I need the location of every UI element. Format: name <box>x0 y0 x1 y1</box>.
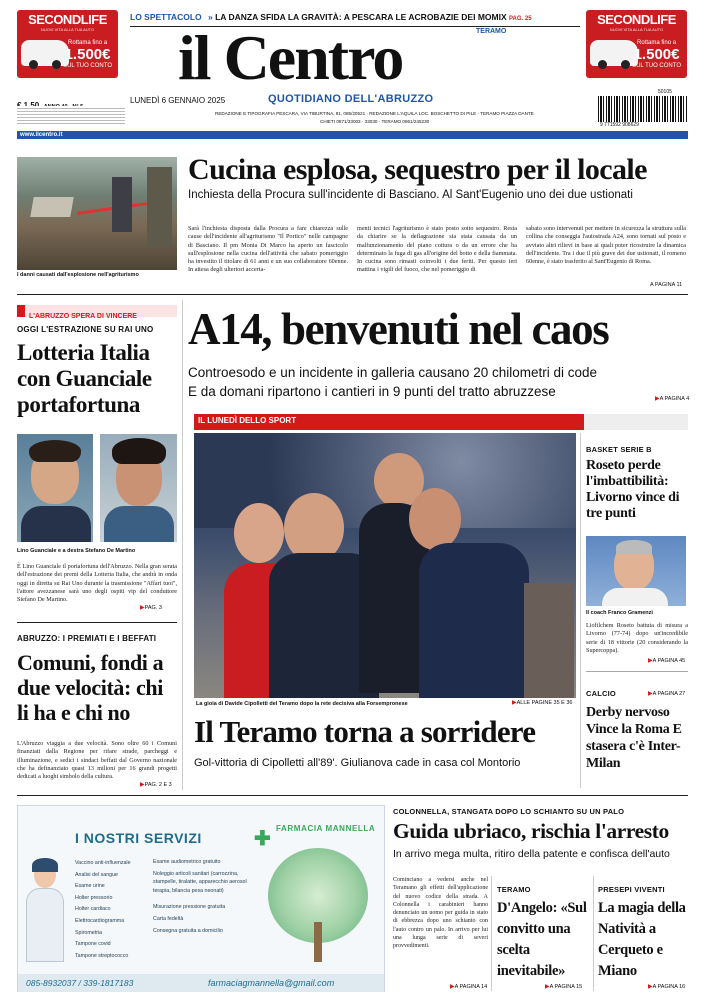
car-icon <box>21 40 69 66</box>
service-item: Spirometria <box>75 929 103 936</box>
ad-farmacia[interactable] <box>17 805 385 992</box>
headline-comuni[interactable]: Comuni, fondi a due velocità: chi li ha e chi no <box>17 650 164 725</box>
sport-bar: IL LUNEDÌ DELLO SPORT <box>194 414 584 430</box>
page-a14: ▶A PAGINA 4 <box>655 396 690 402</box>
page-cucina: A PAGINA 11 <box>650 282 683 288</box>
service-item: Carta fedeltà <box>153 916 184 923</box>
photo-guanciale <box>17 434 93 542</box>
kicker-comuni: ABRUZZO: I PREMIATI E I BEFFATI <box>17 634 157 643</box>
photo-agriturismo <box>17 157 177 270</box>
sub-a14-2: E da domani ripartono i cantieri in 9 punti del tratto abruzzese <box>188 384 556 399</box>
ad-farmacia-logo <box>248 812 383 967</box>
ad-sub: NUOVI VITA ALLA TUA AUTO <box>40 27 95 32</box>
service-item: Misurazione pressione gratuita <box>153 903 226 910</box>
body-cucina-1: Sarà l'inchiesta disposta dalla Procura a fare chiarezza sulle cause dell'incidente all'agriturismo "Il Portico" nelle campagne di Basciano. Il pm Monia Di Marco ha aperto un fascicolo sull'esplosione nella cucina dell'attività che sabato pomeriggio ha investito il titolare di 61 anni e un suo collaboratore 60enne. In attesa degli ulteriori accerta- <box>188 225 348 274</box>
headline-cucina[interactable]: Cucina esplosa, sequestro per il locale <box>188 153 647 186</box>
headline-basket[interactable]: Roseto perde l'imbattibilità: Livorno vince di tre punti <box>586 458 680 521</box>
teaser-arrow: » <box>208 12 213 22</box>
subhead-cucina: Inchiesta della Procura sull'incidente di Basciano. Al Sant'Eugenio uno dei due ustionati <box>188 189 633 201</box>
teaser-text: LA DANZA SFIDA LA GRAVITÀ: A PESCARA LE ACROBAZIE DEI MOMIX <box>215 12 507 22</box>
teaser-kicker: LO SPETTACOLO <box>130 12 202 22</box>
caption-sport: La gioia di Davide Cipolletti del Teramo dopo la rete decisiva alla Forsempronese <box>196 701 408 707</box>
headline-a14[interactable]: A14, benvenuti nel caos <box>188 304 609 354</box>
ad-promo: Rottama fino a 1.500€ SUL TUO CONTO <box>63 40 112 69</box>
ad-farmacia-title: I NOSTRI SERVIZI <box>75 830 202 846</box>
masthead-date: LUNEDÌ 6 GENNAIO 2025 <box>130 96 226 105</box>
photo-de-martino <box>100 434 177 542</box>
page-lotteria: ▶PAG. 3 <box>140 605 162 611</box>
page-basket: ▶A PAGINA 45 <box>648 658 686 664</box>
masthead-title[interactable]: il Centro <box>178 22 403 93</box>
kicker-lotteria: OGGI L'ESTRAZIONE SU RAI UNO <box>17 325 154 334</box>
teaser-page: PAG. 25 <box>509 16 532 22</box>
body-cucina-2: menti tecnici l'agriturismo è stato posto sotto sequestro. Resta da chiarire se la deflagrazione sia stata causata da un malfunzionamento del piano cottura o da un errore che ha determinato la fuga di gas all'origine del botto e della fiammata. In cucina sono rimasti coinvolti i due feriti. Per questo ieri mattina i vigili del fuoco, che nel pomeriggio di <box>357 225 517 274</box>
body-cucina-3: sabato sono intervenuti per mettere in sicurezza la struttura sulla collina che conseggia l'autostrada A24, sono tornati sul posto e avviato altri rilievi in base ai quali poter ricostruire la dinamica dell'incidente. Tra i due il più grave dei due ustionati, il romeno 60enne, è stato trasferito al Sant'Eugenio di Roma. <box>526 225 686 266</box>
ad-brand: SECONDLIFE <box>597 12 676 27</box>
page-comuni: ▶PAG. 2 E 3 <box>140 782 172 788</box>
ad-farmacia-phones[interactable]: 085-8932037 / 339-1817183 <box>26 978 134 988</box>
subhead-colonnella: In arrivo mega multa, ritiro della patente e confisca dell'auto <box>393 848 670 860</box>
car-icon <box>590 40 638 66</box>
kicker-dangelo: TERAMO <box>497 885 531 894</box>
page-colonnella: ▶A PAGINA 14 <box>450 984 488 990</box>
service-item: Elettrocardiogramma <box>75 917 125 924</box>
service-item: Holter cardiaco <box>75 906 111 913</box>
sub-a14-1: Controesodo e un incidente in galleria causano 20 chilometri di code <box>188 365 598 380</box>
body-lotteria: È Lino Guanciale il portafortuna dell'Abruzzo. Nella gran serata dell'estrazione dei premi della Lotteria Italia, che andrà in onda oggi in diretta su Rai Uno durante la trasmissione "Affari tuoi", l'attore avezzanese sarà uno degli ospiti vip del conduttore Stefano De Martino. <box>17 563 177 604</box>
pharmacist-illustration <box>24 862 64 966</box>
ad-secondlife-right[interactable] <box>586 10 687 78</box>
barcode <box>598 96 688 122</box>
kicker-box-lotteria: L'ABRUZZO SPERA DI VINCERE <box>17 305 177 317</box>
kicker-presepi: PRESEPI VIVENTI <box>598 885 665 894</box>
service-item: Analisi del sangue <box>75 871 118 878</box>
page-presepi: ▶A PAGINA 16 <box>648 984 686 990</box>
service-item: Vaccino anti-influenzale <box>75 860 131 866</box>
page-dangelo: ▶A PAGINA 15 <box>545 984 583 990</box>
website-bar <box>17 131 688 139</box>
ad-secondlife-left[interactable] <box>17 10 118 78</box>
barcode-digits: 9 771592 908629 <box>600 122 639 128</box>
subhead-sport: Gol-vittoria di Cipolletti all'89'. Giulianova cade in casa col Montorio <box>194 757 521 769</box>
service-item: Holter pressorio <box>75 894 113 901</box>
headline-sport[interactable]: Il Teramo torna a sorridere <box>194 714 536 749</box>
ad-brand: SECONDLIFE <box>28 12 107 27</box>
headline-calcio[interactable]: Derby nervoso Vince la Roma E stasera c'è Inter-Milan <box>586 705 682 771</box>
photo-gramenzi <box>586 536 686 606</box>
headline-colonnella[interactable]: Guida ubriaco, rischia l'arresto <box>393 819 669 843</box>
postal-info <box>17 106 125 124</box>
body-comuni: L'Abruzzo viaggia a due velocità. Sono oltre 60 i Comuni finanziati dalla Regione per rifare strade, parcheggi e illuminazione, e sedici i sindaci beffati dal Governo nazionale che ha definanziato quasi 13 milioni per 16 grandi progetti dedicati a luoghi simbolo della cultura. <box>17 740 177 781</box>
masthead-edition: TERAMO <box>476 28 507 35</box>
headline-dangelo[interactable]: D'Angelo: «Sul convitto una scelta inevitabile» <box>497 900 587 979</box>
headline-lotteria[interactable]: Lotteria Italia con Guanciale portafortuna <box>17 340 152 417</box>
page-calcio: ▶A PAGINA 27 <box>648 691 686 697</box>
service-item: Esame audiometrico gratuito <box>153 859 221 865</box>
kicker-colonnella: COLONNELLA, STANGATA DOPO LO SCHIANTO SU UN PALO <box>393 807 625 816</box>
headline-presepi[interactable]: La magia della Natività a Cerqueto e Miano <box>598 900 686 979</box>
body-basket: Liofilchem Roseto battuta di misura a Livorno (77-74) dopo un'incredibile serie di 18 vittorie (20 considerando la Supercoppa). <box>586 622 688 654</box>
pages-sport: ▶ALLE PAGINE 35 E 36 <box>512 700 573 706</box>
kicker-calcio: CALCIO <box>586 689 616 698</box>
barcode-issue: 50105 <box>658 89 672 95</box>
ad-farmacia-list-1 <box>75 858 153 962</box>
service-item: Esame urine <box>75 883 105 890</box>
photo-teramo-celebration <box>194 433 576 698</box>
service-item: Tampone covid <box>75 941 111 948</box>
body-colonnella: Cominciano a vedersi anche nel Teramano gli effetti dell'applicazione del nuovo codice della strada. A Colonnella i carabinieri hanno denunciato un uomo per guida in stato di ebbrezza dopo uno schianto con l'auto contro un palo. In arrivo per lui una lunga serie di severi provvedimenti. <box>393 877 488 950</box>
contacts: CHIETI 0871/33003 · 33030 · TERAMO 0861/245230 <box>320 119 430 124</box>
logo-name: FARMACIA MANNELLA <box>276 824 376 833</box>
service-item: Consegna gratuita a domicilio <box>153 928 223 935</box>
masthead-tagline: QUOTIDIANO DELL'ABRUZZO <box>268 93 434 105</box>
ad-sub: NUOVI VITA ALLA TUA AUTO <box>609 27 664 32</box>
caption-agriturismo: I danni causati dall'esplosione nell'agriturismo <box>17 272 139 278</box>
ad-farmacia-email[interactable]: farmaciagmannella@gmail.com <box>208 978 335 988</box>
redazioni: REDAZIONE E TIPOGRAFIA PESCARA, VIA TIBURTINA, 91, 085/20521 · REDAZIONE L'AQUILA LOC. BOSCHETTO DI PILE · TERAMO PIAZZA DANTE <box>215 111 534 116</box>
kicker-basket: BASKET SERIE B <box>586 445 652 454</box>
caption-lotteria: Lino Guanciale e a destra Stefano De Martino <box>17 548 136 554</box>
caption-basket: Il coach Franco Gramenzi <box>586 610 653 616</box>
cross-icon: ✚ <box>254 828 271 850</box>
ad-farmacia-list-2 <box>153 858 248 935</box>
service-item: Tampone streptococco <box>75 952 129 959</box>
website-link[interactable]: www.ilcentro.it <box>20 132 63 138</box>
service-item: Noleggio articoli sanitari (carrozzina, stampelle, tiralatte, apparecchio aerosol terapia, bilancia pesa neonati) <box>153 871 247 894</box>
ad-promo: Rottama fino a 1.500€ SUL TUO CONTO <box>632 40 681 69</box>
